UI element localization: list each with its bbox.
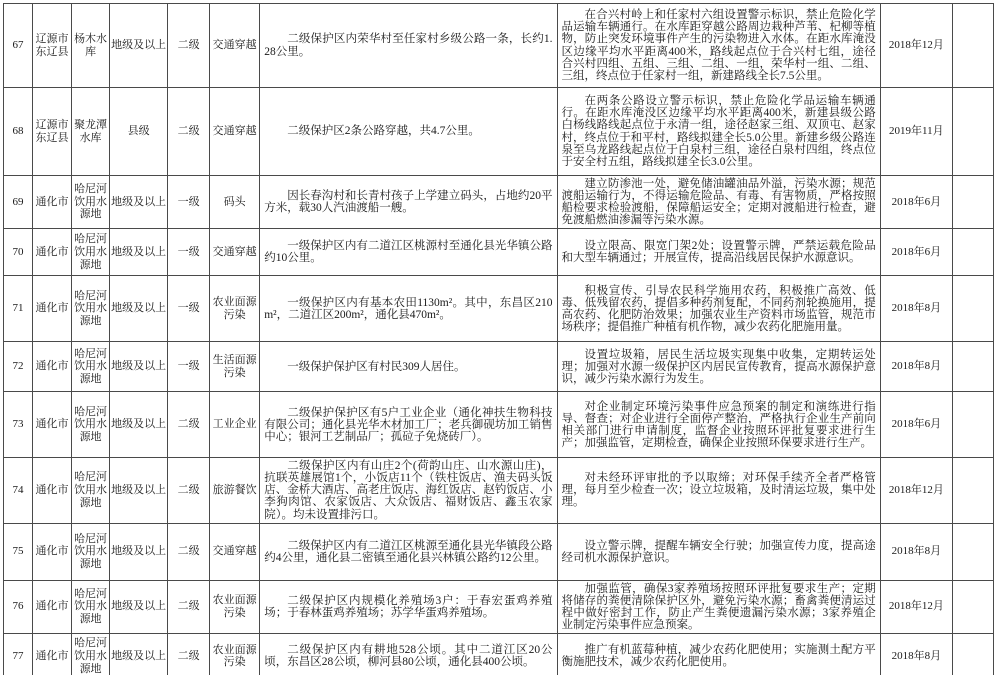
water-source-cell: 哈尼河饮用水源地 — [72, 276, 110, 342]
protection-grade-cell: 二级 — [168, 392, 210, 458]
table-row — [4, 4, 994, 88]
empty-cell — [952, 342, 993, 392]
water-source-issues-table — [3, 3, 994, 675]
problem-description-cell: 二级保护区内规模化养殖场3户：于春宏蛋鸡养殖场；于春林蛋鸡养殖场；苏学华蛋鸡养殖场。 — [260, 580, 557, 633]
city-cell: 通化市 — [33, 458, 72, 523]
serial-cell: 67 — [4, 4, 33, 88]
problem-type-cell: 码头 — [210, 176, 260, 229]
problem-description-cell: 一级保护区内有基本农田1130m²。其中，东昌区210m²，二道江区200m²，通化县470m²。 — [260, 276, 557, 342]
water-source-cell: 杨木水库 — [72, 4, 110, 88]
serial-cell: 72 — [4, 342, 33, 392]
protection-grade-cell: 二级 — [168, 633, 210, 675]
deadline-cell: 2018年8月 — [880, 276, 952, 342]
measures-cell: 推广有机蓝莓种植，减少农药化肥使用；实施测土配方平衡施肥技术，减少农药化肥使用。 — [557, 633, 880, 675]
table-body — [4, 4, 994, 675]
water-source-cell: 聚龙潭水库 — [72, 88, 110, 176]
empty-cell — [952, 229, 993, 276]
deadline-cell: 2018年12月 — [880, 580, 952, 633]
measures-cell: 在两条公路设立警示标识，禁止危险化学品运输车辆通行。在距水库淹没区边缘平均水平距离400米，新建县级公路白杨线路线起点位于永清一组，途径赵家三组、双顶屯、赵家村，终点位于和平村，路线拟建全长5.0公里。新建乡级公路连泉至乌龙路线起点位于白泉村三组，途径白泉村四组，终点位于安全村五组，路线拟建全长3.0公里。 — [557, 88, 880, 176]
city-cell: 通化市 — [33, 342, 72, 392]
empty-cell — [952, 580, 993, 633]
admin-level-cell: 地级及以上 — [110, 580, 168, 633]
problem-description-cell: 二级保护区内有山庄2个(荷韵山庄、山水源山庄)，抗联英雄展馆1个，小饭店11个（铁柱饭店、渔夫码头饭店、金桥大酒店、高老庄饭店、海红饭店、赵钓饭店、小李狗肉馆、农家饭店、大众饭店、福财饭店、鑫玉农家院）。均未设置排污口。 — [260, 458, 557, 523]
city-cell: 通化市 — [33, 392, 72, 458]
water-source-cell: 哈尼河饮用水源地 — [72, 523, 110, 580]
city-cell: 通化市 — [33, 523, 72, 580]
measures-cell: 设置垃圾箱，居民生活垃圾实现集中收集，定期转运处理；加强对水源一级保护区内居民宣传教育，提高水源保护意识，减少污染水源行为发生。 — [557, 342, 880, 392]
problem-description-cell: 因长春沟村和长青村孩子上学建立码头，占地约20平方米，载30人汽油渡船一艘。 — [260, 176, 557, 229]
city-cell: 辽源市东辽县 — [33, 4, 72, 88]
measures-cell: 设立警示牌，提醒车辆安全行驶；加强宣传力度，提高途经司机水源保护意识。 — [557, 523, 880, 580]
table-row — [4, 342, 994, 392]
table-row — [4, 229, 994, 276]
admin-level-cell: 地级及以上 — [110, 176, 168, 229]
city-cell: 通化市 — [33, 276, 72, 342]
problem-description-cell: 二级保护区内荣华村至任家村乡级公路一条，长约1.28公里。 — [260, 4, 557, 88]
problem-type-cell: 交通穿越 — [210, 4, 260, 88]
admin-level-cell: 地级及以上 — [110, 342, 168, 392]
table-row — [4, 633, 994, 675]
protection-grade-cell: 二级 — [168, 523, 210, 580]
admin-level-cell: 县级 — [110, 88, 168, 176]
protection-grade-cell: 二级 — [168, 88, 210, 176]
table-row — [4, 523, 994, 580]
admin-level-cell: 地级及以上 — [110, 633, 168, 675]
protection-grade-cell: 二级 — [168, 458, 210, 523]
water-source-cell: 哈尼河饮用水源地 — [72, 633, 110, 675]
empty-cell — [952, 176, 993, 229]
problem-type-cell: 农业面源污染 — [210, 580, 260, 633]
deadline-cell: 2018年6月 — [880, 176, 952, 229]
empty-cell — [952, 523, 993, 580]
deadline-cell: 2018年12月 — [880, 4, 952, 88]
protection-grade-cell: 一级 — [168, 229, 210, 276]
serial-cell: 75 — [4, 523, 33, 580]
protection-grade-cell: 一级 — [168, 342, 210, 392]
admin-level-cell: 地级及以上 — [110, 523, 168, 580]
problem-description-cell: 二级保护区2条公路穿越，共4.7公里。 — [260, 88, 557, 176]
water-source-cell: 哈尼河饮用水源地 — [72, 392, 110, 458]
protection-grade-cell: 一级 — [168, 276, 210, 342]
admin-level-cell: 地级及以上 — [110, 276, 168, 342]
problem-type-cell: 交通穿越 — [210, 523, 260, 580]
admin-level-cell: 地级及以上 — [110, 4, 168, 88]
empty-cell — [952, 4, 993, 88]
city-cell: 通化市 — [33, 580, 72, 633]
water-source-cell: 哈尼河饮用水源地 — [72, 342, 110, 392]
protection-grade-cell: 二级 — [168, 4, 210, 88]
admin-level-cell: 地级及以上 — [110, 229, 168, 276]
city-cell: 通化市 — [33, 176, 72, 229]
serial-cell: 68 — [4, 88, 33, 176]
city-cell: 通化市 — [33, 229, 72, 276]
empty-cell — [952, 392, 993, 458]
measures-cell: 积极宣传、引导农民科学施用农药，积极推广高效、低毒、低残留农药，提倡多种药剂复配，不同药剂轮换施用，提高农药、化肥防治效果；加强农业生产资料市场监管，规范市场秩序；提倡推广种植有机作物，减少农药化肥施用量。 — [557, 276, 880, 342]
admin-level-cell: 地级及以上 — [110, 458, 168, 523]
water-source-cell: 哈尼河饮用水源地 — [72, 176, 110, 229]
city-cell: 辽源市东辽县 — [33, 88, 72, 176]
deadline-cell: 2018年12月 — [880, 458, 952, 523]
water-source-cell: 哈尼河饮用水源地 — [72, 580, 110, 633]
serial-cell: 73 — [4, 392, 33, 458]
measures-cell: 设立限高、限宽门架2处；设置警示牌，严禁运载危险品和大型车辆通过；开展宣传，提高沿线居民保护水源意识。 — [557, 229, 880, 276]
measures-cell: 对企业制定环境污染事件应急预案的制定和演练进行指导、督查；对企业进行全面停产整治，严格执行企业生产前向相关部门进行申请制度，监督企业按照环评批复要求进行生产；加强监管，定期检查，确保企业按照环保要求进行生产。 — [557, 392, 880, 458]
table-row — [4, 458, 994, 523]
water-source-cell: 哈尼河饮用水源地 — [72, 458, 110, 523]
serial-cell: 74 — [4, 458, 33, 523]
measures-cell: 对未经环评审批的予以取缔；对环保手续齐全者严格管理，每月至少检查一次；设立垃圾箱，及时清运垃圾，集中处理。 — [557, 458, 880, 523]
deadline-cell: 2018年8月 — [880, 342, 952, 392]
city-cell: 通化市 — [33, 633, 72, 675]
problem-type-cell: 交通穿越 — [210, 229, 260, 276]
serial-cell: 76 — [4, 580, 33, 633]
water-source-cell: 哈尼河饮用水源地 — [72, 229, 110, 276]
serial-cell: 71 — [4, 276, 33, 342]
table-row — [4, 88, 994, 176]
problem-description-cell: 一级保护区内有二道江区桃源村至通化县光华镇公路约10公里。 — [260, 229, 557, 276]
serial-cell: 77 — [4, 633, 33, 675]
protection-grade-cell: 一级 — [168, 176, 210, 229]
table-row — [4, 176, 994, 229]
serial-cell: 69 — [4, 176, 33, 229]
empty-cell — [952, 88, 993, 176]
measures-cell: 建立防渗池一处，避免储油罐油品外溢，污染水源；规范渡船运输行为，不得运输危险品、有毒、有害物质，严格按照船检要求检验渡船，保障船运安全；定期对渡船进行检查，避免渡船燃油渗漏等污染水源。 — [557, 176, 880, 229]
deadline-cell: 2018年8月 — [880, 633, 952, 675]
table-row — [4, 580, 994, 633]
table-row — [4, 392, 994, 458]
measures-cell: 在合兴村岭上和任家村六组设置警示标识，禁止危险化学品运输车辆通行。在水库距穿越公路周边栽种芦苇、杞柳等植物，防止突发环境事件产生的污染物进入水体。在距水库淹没区边缘平均水平距离400米，路线起点位于合兴村七组，途径合兴村四组、五组、三组、二组、一组，荣华村一组、二组、三组，终点位于任家村一组，新建路线全长7.5公里。 — [557, 4, 880, 88]
problem-description-cell: 二级保护保护区有5户工业企业（通化神扶生物科技有限公司；通化县光华木材加工厂；老兵御砚坊加工销售中心；银河工艺制品厂；孤砬子免烧砖厂）。 — [260, 392, 557, 458]
problem-type-cell: 工业企业 — [210, 392, 260, 458]
empty-cell — [952, 458, 993, 523]
empty-cell — [952, 633, 993, 675]
deadline-cell: 2019年11月 — [880, 88, 952, 176]
problem-type-cell: 交通穿越 — [210, 88, 260, 176]
measures-cell: 加强监管，确保3家养殖场按照环评批复要求生产；定期将储存的粪便清除保护区外，避免污染水源；畜禽粪便清运过程中做好密封工作，防止产生粪便遗漏污染水源；3家养殖企业制定污染事件应急预案。 — [557, 580, 880, 633]
deadline-cell: 2018年6月 — [880, 392, 952, 458]
problem-description-cell: 二级保护区内有耕地528公顷。其中二道江区20公顷，东昌区28公顷，柳河县80公顷，通化县400公顷。 — [260, 633, 557, 675]
serial-cell: 70 — [4, 229, 33, 276]
problem-type-cell: 农业面源污染 — [210, 633, 260, 675]
empty-cell — [952, 276, 993, 342]
problem-type-cell: 旅游餐饮 — [210, 458, 260, 523]
problem-type-cell: 农业面源污染 — [210, 276, 260, 342]
deadline-cell: 2018年6月 — [880, 229, 952, 276]
admin-level-cell: 地级及以上 — [110, 392, 168, 458]
deadline-cell: 2018年8月 — [880, 523, 952, 580]
protection-grade-cell: 二级 — [168, 580, 210, 633]
table-row — [4, 276, 994, 342]
problem-type-cell: 生活面源污染 — [210, 342, 260, 392]
problem-description-cell: 一级保护保护区有村民309人居住。 — [260, 342, 557, 392]
problem-description-cell: 二级保护区内有二道江区桃源至通化县光华镇段公路约4公里，通化县二密镇至通化县兴林镇公路约12公里。 — [260, 523, 557, 580]
